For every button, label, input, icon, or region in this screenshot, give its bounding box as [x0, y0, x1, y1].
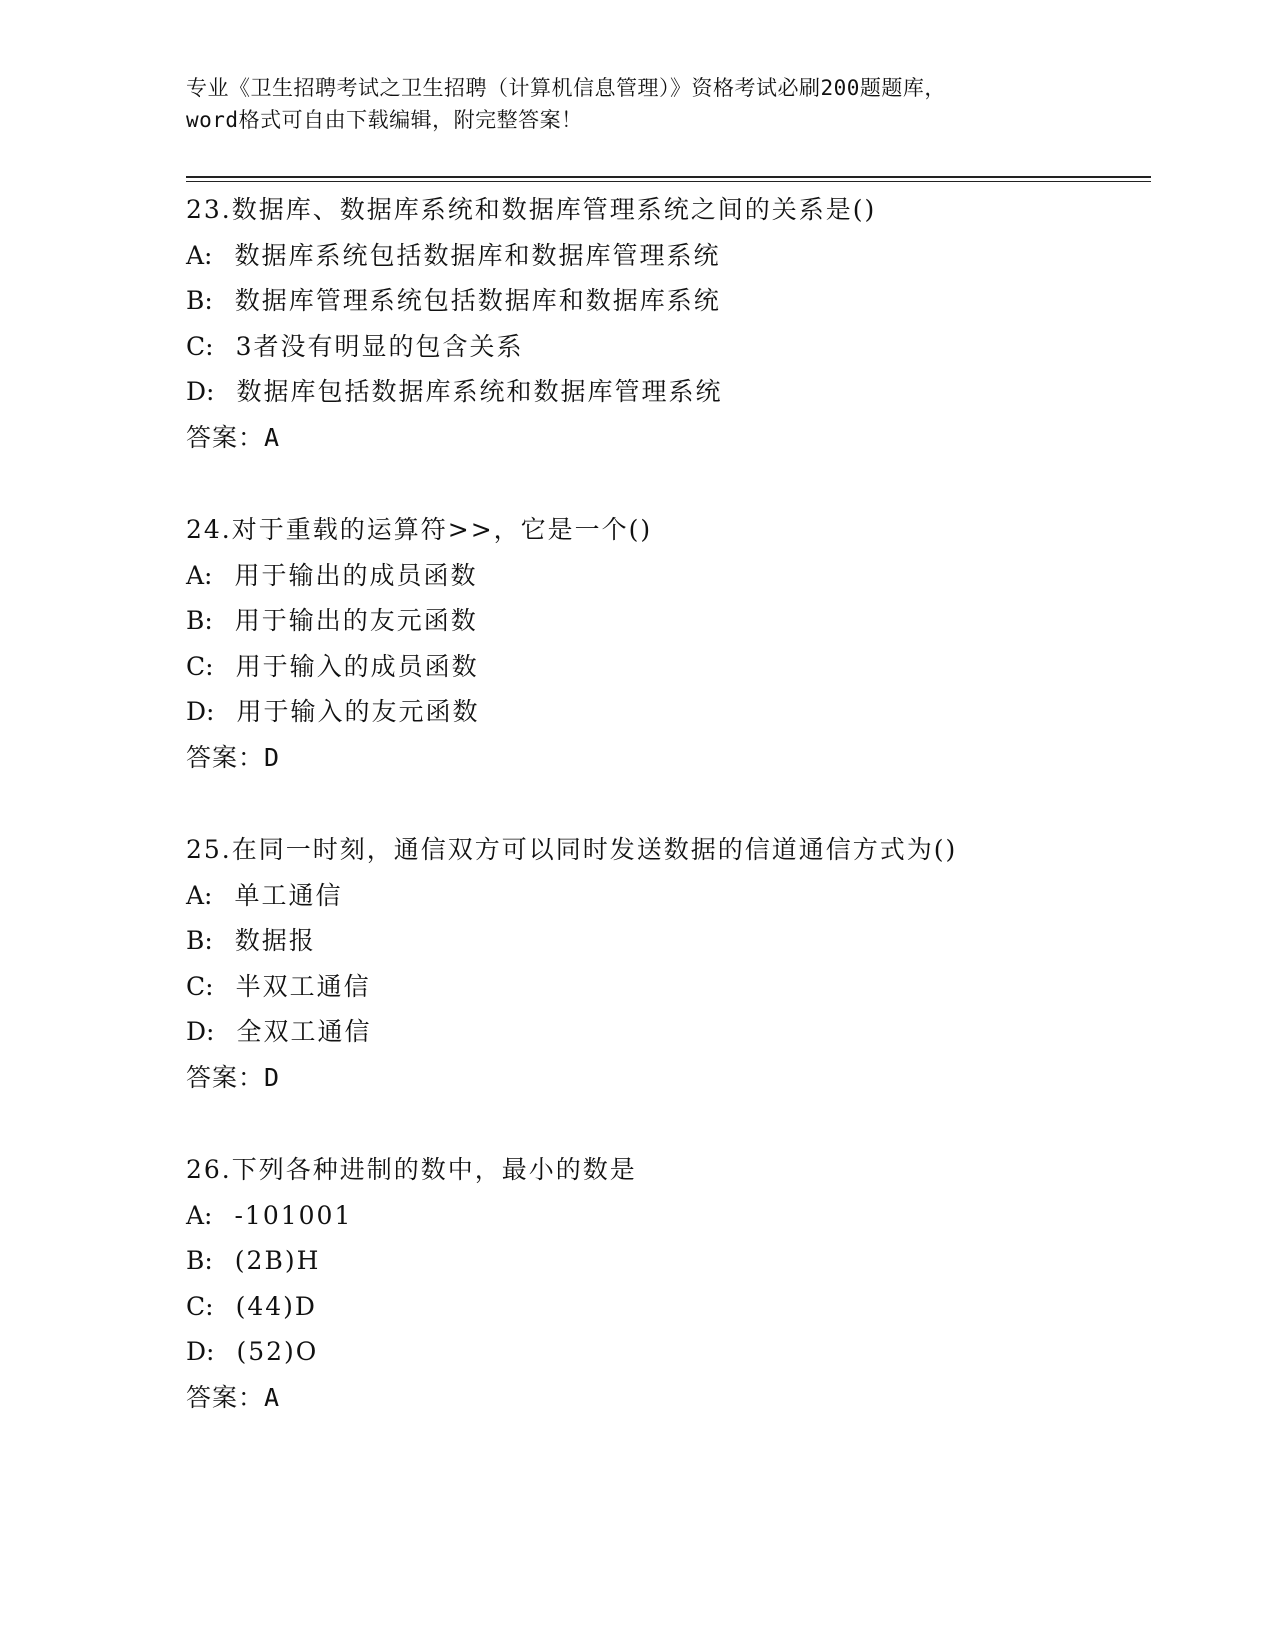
question-stem: 26.下列各种进制的数中，最小的数是	[186, 1155, 637, 1184]
header-title-line-1: 专业《卫生招聘考试之卫生招聘（计算机信息管理）》资格考试必刷200题题库，	[186, 76, 946, 100]
option-text: 数据库包括数据库系统和数据库管理系统	[236, 377, 723, 407]
option-text: 数据库系统包括数据库和数据库管理系统	[234, 240, 721, 270]
option-text: 全双工通信	[236, 1017, 372, 1047]
option-d	[186, 369, 1146, 415]
option-text: 3者没有明显的包含关系	[235, 331, 524, 361]
option-b	[186, 278, 1146, 324]
option-letter: B:	[186, 1246, 213, 1276]
option-letter: A:	[186, 1200, 213, 1230]
option-letter: A:	[186, 240, 213, 270]
option-text: 用于输出的友元函数	[234, 606, 478, 636]
option-a	[186, 873, 1146, 919]
option-text: 数据库管理系统包括数据库和数据库系统	[234, 286, 721, 316]
option-letter: B:	[186, 606, 213, 636]
option-text: 用于输出的成员函数	[234, 560, 478, 590]
question-block	[186, 187, 1146, 461]
option-text: (52)O	[236, 1337, 319, 1367]
question-stem: 25.在同一时刻，通信双方可以同时发送数据的信道通信方式为()	[186, 835, 958, 864]
option-b	[186, 1238, 1146, 1284]
option-text: 用于输入的友元函数	[236, 697, 480, 727]
option-d	[186, 689, 1146, 735]
option-c	[186, 644, 1146, 690]
question-block	[186, 1147, 1146, 1421]
option-text: (2B)H	[234, 1246, 321, 1276]
option-letter: C:	[186, 971, 214, 1001]
question-block	[186, 827, 1146, 1101]
option-letter: B:	[186, 286, 213, 316]
option-b	[186, 598, 1146, 644]
option-text: 半双工通信	[235, 971, 371, 1001]
option-c	[186, 964, 1146, 1010]
option-letter: A:	[186, 560, 213, 590]
answer-line: 答案：D	[186, 742, 281, 772]
option-text: 用于输入的成员函数	[235, 651, 479, 681]
answer-line: 答案：A	[186, 1382, 281, 1412]
option-letter: D:	[186, 1337, 215, 1367]
document-header	[186, 72, 1086, 136]
option-d	[186, 1329, 1146, 1375]
option-d	[186, 1009, 1146, 1055]
option-letter: D:	[186, 697, 215, 727]
option-letter: A:	[186, 880, 213, 910]
option-text: -101001	[234, 1200, 353, 1230]
question-stem: 24.对于重载的运算符>>，它是一个()	[186, 515, 653, 544]
option-c	[186, 1284, 1146, 1330]
option-text: 数据报	[234, 926, 316, 956]
answer-line: 答案：A	[186, 422, 281, 452]
option-a	[186, 233, 1146, 279]
option-text: (44)D	[235, 1291, 317, 1321]
option-b	[186, 918, 1146, 964]
option-letter: D:	[186, 1017, 215, 1047]
question-block	[186, 507, 1146, 781]
question-stem: 23.数据库、数据库系统和数据库管理系统之间的关系是()	[186, 195, 877, 224]
option-letter: C:	[186, 331, 214, 361]
option-a	[186, 553, 1146, 599]
option-letter: C:	[186, 651, 214, 681]
option-letter: D:	[186, 377, 215, 407]
option-text: 单工通信	[234, 880, 343, 910]
answer-line: 答案：D	[186, 1062, 281, 1092]
option-c	[186, 324, 1146, 370]
option-letter: C:	[186, 1291, 214, 1321]
option-letter: B:	[186, 926, 213, 956]
header-divider	[186, 176, 1151, 182]
option-a	[186, 1193, 1146, 1239]
header-title-line-2: word格式可自由下载编辑，附完整答案！	[186, 108, 583, 132]
